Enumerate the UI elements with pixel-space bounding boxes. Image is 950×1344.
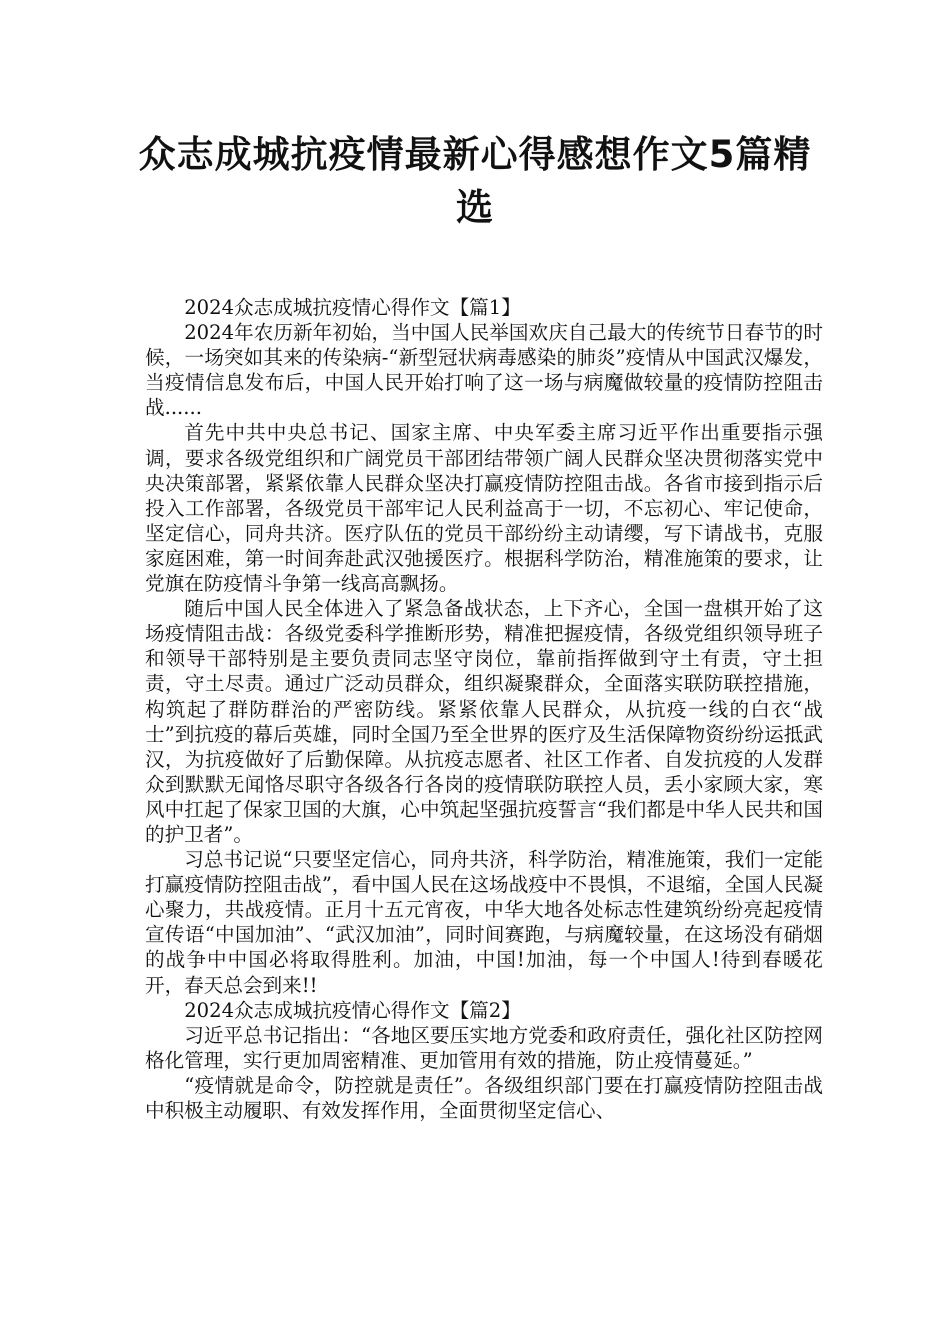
document-title: 众志成城抗疫情最新心得感想作文5篇精选 bbox=[138, 133, 812, 229]
paragraph: “疫情就是命令，防控就是责任”。各级组织部门要在打赢疫情防控阻击战中积极主动履职、有效发挥作用，全面贯彻坚定信心、 bbox=[145, 1073, 823, 1122]
paragraph: 2024年农历新年初始，当中国人民举国欢庆自己最大的传统节日春节的时候，一场突如其来的传染病-“新型冠状病毒感染的肺炎”疫情从中国武汉爆发，当疫情信息发布后，中国人民开始打响了这一场与病魔做较量的疫情防控阻击战...... bbox=[145, 321, 823, 420]
section-heading: 2024众志成城抗疫情心得作文【篇2】 bbox=[184, 998, 521, 1022]
paragraph: 习总书记说“只要坚定信心，同舟共济，科学防治，精准施策，我们一定能打赢疫情防控阻击战”，看中国人民在这场战疫中不畏惧，不退缩，全国人民凝心聚力，共战疫情。正月十五元宵夜，中华大地各处标志性建筑纷纷亮起疫情宣传语“中国加油”、“武汉加油”，同时间赛跑，与病魔较量，在这场没有硝烟的战争中中国必将取得胜利。加油，中国!加油，每一个中国人!待到春暖花开，春天总会到来!! bbox=[145, 848, 823, 997]
section-1 bbox=[145, 295, 823, 998]
paragraph: 首先中共中央总书记、国家主席、中央军委主席习近平作出重要指示强调，要求各级党组织和广阔党员干部团结带领广阔人民群众坚决贯彻落实党中央决策部署，紧紧依靠人民群众坚决打赢疫情防控阻击战。各省市接到指示后投入工作部署，各级党员干部牢记人民利益高于一切，不忘初心、牢记使命，坚定信心，同舟共济。医疗队伍的党员干部纷纷主动请缨，写下请战书，克服家庭困难，第一时间奔赴武汉弛援医疗。根据科学防治，精准施策的要求，让党旗在防疫情斗争第一线高高飘扬。 bbox=[145, 421, 823, 596]
document-body bbox=[145, 295, 823, 1123]
section-heading: 2024众志成城抗疫情心得作文【篇1】 bbox=[184, 296, 521, 319]
paragraph: 随后中国人民全体进入了紧急备战状态，上下齐心，全国一盘棋开始了这场疫情阻击战：各级党委科学推断形势，精准把握疫情，各级党组织领导班子和领导干部特别是主要负责同志坚守岗位，靠前指挥做到守土有责，守土担责，守土尽责。通过广泛动员群众，组织凝聚群众，全面落实联防联控措施，构筑起了群防群治的严密防线。紧紧依靠人民群众，从抗疫一线的白衣“战士”到抗疫的幕后英雄，同时全国乃至全世界的医疗及生活保障物资纷纷运抵武汉，为抗疫做好了后勤保障。从抗疫志愿者、社区工作者、自发抗疫的人发群众到默默无闻恪尽职守各级各行各岗的疫情联防联控人员，丢小家顾大家，寒风中扛起了保家卫国的大旗，心中筑起坚强抗疫誓言“我们都是中华人民共和国的护卫者”。 bbox=[145, 597, 823, 846]
section-2 bbox=[145, 998, 823, 1123]
paragraph: 习近平总书记指出：“各地区要压实地方党委和政府责任，强化社区防控网格化管理，实行更加周密精准、更加管用有效的措施，防止疫情蔓延。” bbox=[145, 1023, 823, 1072]
